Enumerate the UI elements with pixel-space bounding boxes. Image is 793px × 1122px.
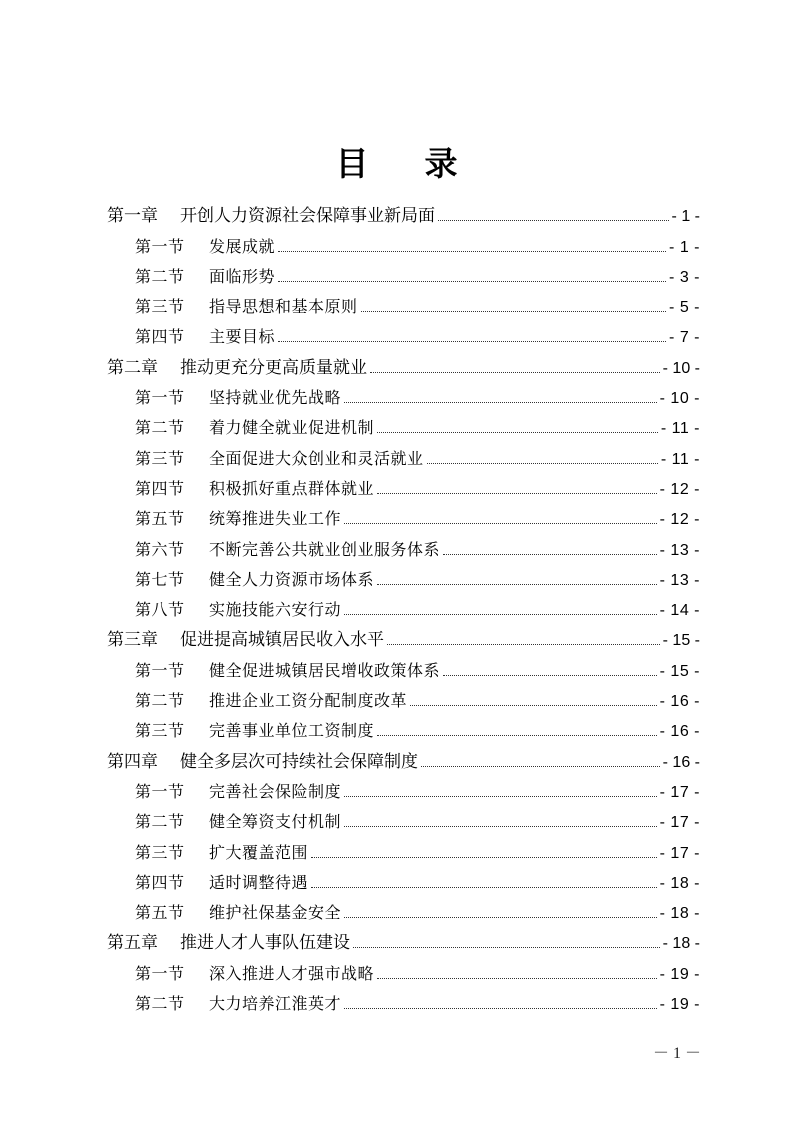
- toc-entry-page: - 11 -: [660, 450, 700, 468]
- toc-entry-page: - 18 -: [659, 874, 700, 892]
- toc-dot-leader: [421, 766, 660, 767]
- toc-entry-number: 第五节: [135, 509, 185, 529]
- table-of-contents: [107, 196, 700, 1014]
- toc-section-entry[interactable]: [107, 408, 700, 438]
- toc-dot-leader: [387, 644, 660, 645]
- toc-dot-leader: [361, 311, 667, 312]
- toc-chapter-entry[interactable]: [107, 196, 700, 226]
- toc-section-entry[interactable]: [107, 560, 700, 590]
- toc-dot-leader: [344, 1008, 657, 1009]
- toc-entry-page: - 16 -: [659, 693, 700, 711]
- toc-entry-page: - 15 -: [659, 662, 700, 680]
- toc-chapter-entry[interactable]: [107, 741, 700, 771]
- toc-entry-number: 第八节: [135, 600, 185, 620]
- toc-entry-number: 第一节: [135, 660, 185, 680]
- toc-entry-page: - 16 -: [659, 723, 700, 741]
- toc-entry-page: - 14 -: [659, 602, 700, 620]
- toc-section-entry[interactable]: [107, 287, 700, 317]
- toc-entry-title: 不断完善公共就业创业服务体系: [209, 539, 441, 559]
- toc-entry-title: 面临形势: [209, 266, 276, 286]
- toc-entry-number: 第二节: [135, 266, 185, 286]
- toc-entry-number: 第一节: [135, 236, 185, 256]
- toc-entry-title: 着力健全就业促进机制: [209, 418, 375, 438]
- toc-entry-title: 主要目标: [209, 327, 276, 347]
- toc-entry-page: - 10 -: [659, 390, 700, 408]
- toc-entry-number: 第五章: [107, 933, 158, 954]
- toc-dot-leader: [311, 887, 657, 888]
- toc-dot-leader: [377, 432, 658, 433]
- page-title: [0, 138, 793, 185]
- toc-entry-title: 推进人才人事队伍建设: [180, 933, 350, 954]
- toc-entry-number: 第四章: [107, 751, 158, 772]
- toc-dot-leader: [344, 523, 657, 524]
- toc-entry-page: - 7 -: [669, 329, 700, 347]
- toc-dot-leader: [377, 584, 657, 585]
- toc-entry-page: - 17 -: [659, 783, 700, 801]
- toc-entry-number: 第二节: [135, 418, 185, 438]
- toc-dot-leader: [311, 857, 657, 858]
- toc-section-entry[interactable]: [107, 802, 700, 832]
- toc-entry-page: - 13 -: [659, 541, 700, 559]
- page-title-part-2: 录: [424, 144, 458, 183]
- toc-section-entry[interactable]: [107, 863, 700, 893]
- toc-dot-leader: [377, 978, 657, 979]
- toc-entry-page: - 19 -: [659, 965, 700, 983]
- toc-entry-title: 扩大覆盖范围: [209, 842, 309, 862]
- toc-entry-page: - 18 -: [659, 905, 700, 923]
- toc-entry-page: - 13 -: [659, 571, 700, 589]
- toc-dot-leader: [377, 735, 657, 736]
- toc-entry-title: 健全筹资支付机制: [209, 812, 342, 832]
- toc-entry-page: - 17 -: [659, 844, 700, 862]
- toc-chapter-entry[interactable]: [107, 347, 700, 377]
- toc-entry-number: 第二节: [135, 691, 185, 711]
- toc-entry-number: 第一章: [107, 206, 158, 227]
- toc-entry-title: 开创人力资源社会保障事业新局面: [180, 206, 435, 227]
- toc-entry-page: - 17 -: [659, 814, 700, 832]
- toc-section-entry[interactable]: [107, 257, 700, 287]
- toc-entry-number: 第二章: [107, 357, 158, 378]
- toc-section-entry[interactable]: [107, 650, 700, 680]
- toc-section-entry[interactable]: [107, 711, 700, 741]
- toc-section-entry[interactable]: [107, 772, 700, 802]
- toc-entry-title: 全面促进大众创业和灵活就业: [209, 448, 424, 468]
- toc-dot-leader: [278, 341, 666, 342]
- toc-entry-page: - 12 -: [659, 480, 700, 498]
- toc-entry-number: 第四节: [135, 872, 185, 892]
- toc-section-entry[interactable]: [107, 953, 700, 983]
- toc-section-entry[interactable]: [107, 529, 700, 559]
- toc-entry-title: 发展成就: [209, 236, 276, 256]
- toc-entry-page: - 3 -: [669, 268, 700, 286]
- toc-entry-title: 维护社保基金安全: [209, 903, 342, 923]
- toc-dot-leader: [344, 614, 657, 615]
- toc-dot-leader: [278, 251, 666, 252]
- toc-entry-title: 健全促进城镇居民增收政策体系: [209, 660, 441, 680]
- toc-section-entry[interactable]: [107, 226, 700, 256]
- toc-entry-title: 完善事业单位工资制度: [209, 721, 375, 741]
- toc-entry-number: 第三节: [135, 448, 185, 468]
- toc-entry-page: - 19 -: [659, 996, 700, 1014]
- page-title-part-1: 目: [335, 144, 369, 183]
- toc-entry-page: - 18 -: [662, 935, 700, 953]
- toc-dot-leader: [353, 947, 660, 948]
- toc-entry-number: 第四节: [135, 478, 185, 498]
- toc-entry-page: - 10 -: [662, 359, 700, 377]
- toc-entry-number: 第三节: [135, 297, 185, 317]
- toc-dot-leader: [344, 402, 657, 403]
- toc-entry-title: 指导思想和基本原则: [209, 297, 358, 317]
- toc-dot-leader: [438, 220, 669, 221]
- toc-dot-leader: [344, 796, 657, 797]
- toc-entry-number: 第六节: [135, 539, 185, 559]
- toc-section-entry[interactable]: [107, 984, 700, 1014]
- toc-entry-page: - 11 -: [660, 420, 700, 438]
- toc-entry-number: 第五节: [135, 903, 185, 923]
- toc-entry-page: - 1 -: [669, 238, 700, 256]
- toc-entry-number: 第三节: [135, 721, 185, 741]
- toc-entry-title: 健全人力资源市场体系: [209, 569, 375, 589]
- toc-entry-title: 推进企业工资分配制度改革: [209, 691, 408, 711]
- toc-entry-title: 健全多层次可持续社会保障制度: [180, 751, 418, 772]
- toc-dot-leader: [377, 493, 657, 494]
- toc-dot-leader: [370, 372, 660, 373]
- toc-entry-title: 完善社会保险制度: [209, 781, 342, 801]
- toc-entry-number: 第七节: [135, 569, 185, 589]
- toc-section-entry[interactable]: [107, 469, 700, 499]
- toc-section-entry[interactable]: [107, 438, 700, 468]
- toc-dot-leader: [427, 463, 658, 464]
- toc-entry-number: 第四节: [135, 327, 185, 347]
- toc-section-entry[interactable]: [107, 893, 700, 923]
- toc-entry-page: - 16 -: [662, 753, 700, 771]
- toc-entry-title: 坚持就业优先战略: [209, 388, 342, 408]
- toc-entry-title: 适时调整待遇: [209, 872, 309, 892]
- toc-dot-leader: [344, 826, 657, 827]
- toc-dot-leader: [410, 705, 657, 706]
- toc-entry-number: 第二节: [135, 812, 185, 832]
- toc-entry-page: - 12 -: [659, 511, 700, 529]
- toc-entry-number: 第一节: [135, 963, 185, 983]
- toc-entry-number: 第三节: [135, 842, 185, 862]
- toc-entry-number: 第三章: [107, 630, 158, 651]
- toc-entry-page: - 15 -: [662, 632, 700, 650]
- toc-entry-title: 积极抓好重点群体就业: [209, 478, 375, 498]
- toc-chapter-entry[interactable]: [107, 620, 700, 650]
- toc-entry-title: 大力培养江淮英才: [209, 994, 342, 1014]
- toc-entry-number: 第二节: [135, 994, 185, 1014]
- toc-entry-title: 促进提高城镇居民收入水平: [180, 630, 384, 651]
- toc-dot-leader: [443, 554, 657, 555]
- toc-entry-page: - 1 -: [671, 208, 700, 226]
- toc-entry-number: 第一节: [135, 388, 185, 408]
- toc-entry-title: 推动更充分更高质量就业: [180, 357, 367, 378]
- footer-page-number: － 1 －: [652, 1045, 701, 1062]
- toc-dot-leader: [443, 675, 657, 676]
- toc-entry-title: 深入推进人才强市战略: [209, 963, 375, 983]
- toc-chapter-entry[interactable]: [107, 923, 700, 953]
- toc-dot-leader: [278, 281, 666, 282]
- toc-entry-title: 统筹推进失业工作: [209, 509, 342, 529]
- toc-section-entry[interactable]: [107, 317, 700, 347]
- toc-entry-number: 第一节: [135, 781, 185, 801]
- toc-section-entry[interactable]: [107, 499, 700, 529]
- toc-entry-page: - 5 -: [669, 299, 700, 317]
- toc-entry-title: 实施技能六安行动: [209, 600, 342, 620]
- toc-section-entry[interactable]: [107, 590, 700, 620]
- toc-section-entry[interactable]: [107, 832, 700, 862]
- toc-section-entry[interactable]: [107, 378, 700, 408]
- toc-section-entry[interactable]: [107, 681, 700, 711]
- toc-dot-leader: [344, 917, 657, 918]
